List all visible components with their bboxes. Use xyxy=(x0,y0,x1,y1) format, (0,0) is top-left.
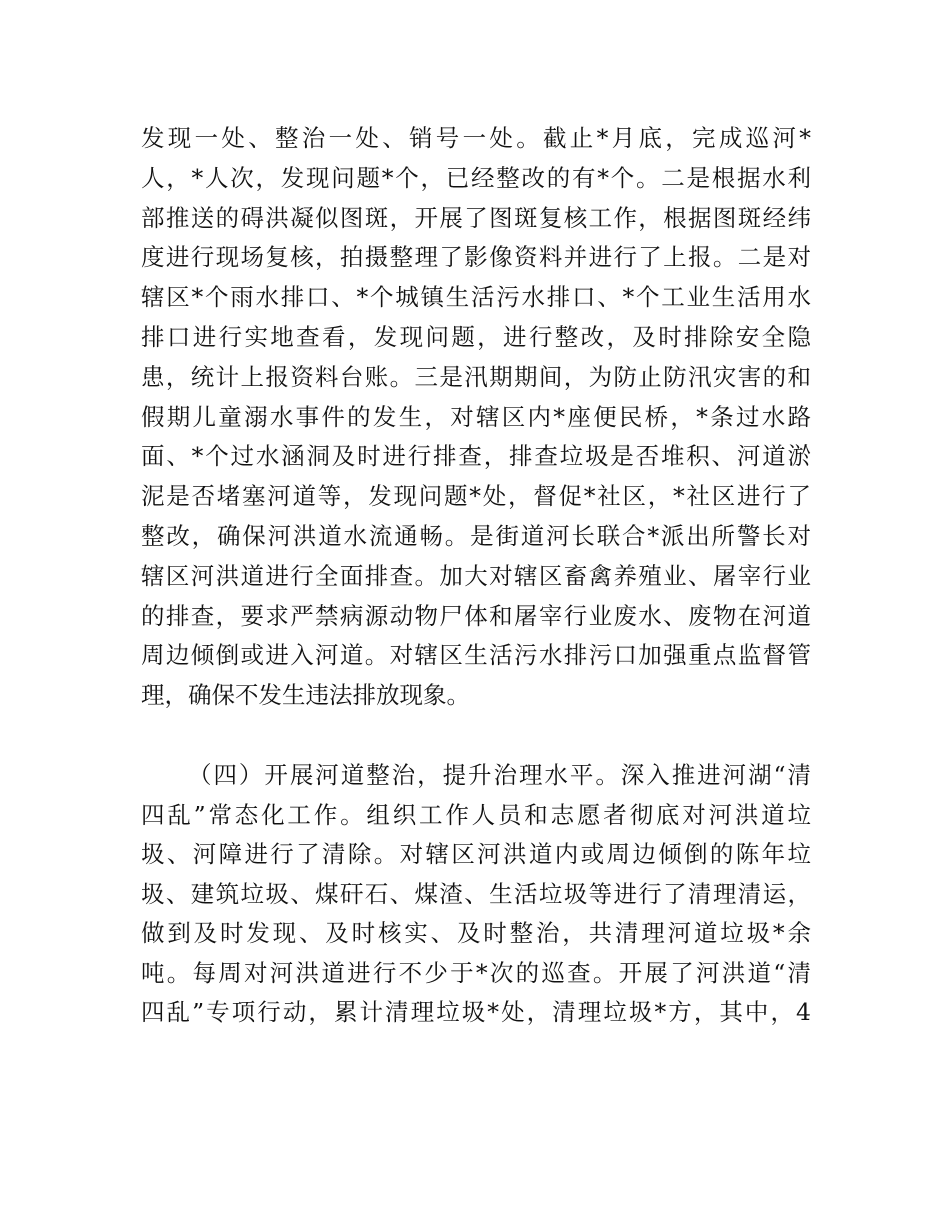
text-line: 理，确保不发生违法排放现象。 xyxy=(141,681,470,710)
text-line: 人，*人次，发现问题*个，已经整改的有*个。二是根据水利 xyxy=(141,163,811,192)
text-line: 部推送的碍洪凝似图斑，开展了图斑复核工作，根据图斑经纬 xyxy=(141,203,811,232)
text-line: 排口进行实地查看，发现问题，进行整改，及时排除安全隐 xyxy=(141,322,811,351)
text-line: 圾、河障进行了清除。对辖区河洪道内或周边倾倒的陈年垃 xyxy=(141,840,811,868)
text-line: 的排查，要求严禁病源动物尸体和屠宰行业废水、废物在河道 xyxy=(141,601,811,630)
text-line: 度进行现场复核，拍摄整理了影像资料并进行了上报。二是对 xyxy=(141,243,811,272)
text-line: 圾、建筑垃圾、煤矸石、煤渣、生活垃圾等进行了清理清运， xyxy=(141,879,811,908)
text-line: 周边倾倒或进入河道。对辖区生活污水排污口加强重点监督管 xyxy=(141,641,811,670)
text-line: 辖区河洪道进行全面排查。加大对辖区畜禽养殖业、屠宰行业 xyxy=(141,561,811,590)
text-line: 面、*个过水涵洞及时进行排查，排查垃圾是否堆积、河道淤 xyxy=(141,442,811,471)
text-line: 整改，确保河洪道水流通畅。是街道河长联合*派出所警长对 xyxy=(141,521,811,550)
paragraph-river-rectification xyxy=(141,756,811,1033)
text-line: 辖区*个雨水排口、*个城镇生活污水排口、*个工业生活用水 xyxy=(141,283,811,312)
text-line: 四乱”专项行动，累计清理垃圾*处，清理垃圾*方，其中，4 xyxy=(141,998,811,1026)
text-line: 发现一处、整治一处、销号一处。截止*月底，完成巡河* xyxy=(141,124,811,152)
paragraph-river-inspection xyxy=(141,119,811,716)
text-line: 假期儿童溺水事件的发生，对辖区内*座便民桥，*条过水路 xyxy=(141,402,811,431)
text-line: 泥是否堵塞河道等，发现问题*处，督促*社区，*社区进行了 xyxy=(141,482,811,511)
section-heading-line: （四）开展河道整治，提升治理水平。深入推进河湖“清 xyxy=(188,761,811,789)
text-line: 吨。每周对河洪道进行不少于*次的巡查。开展了河洪道“清 xyxy=(141,958,811,987)
text-line: 患，统计上报资料台账。三是汛期期间，为防止防汛灾害的和 xyxy=(141,362,811,391)
text-line: 四乱”常态化工作。组织工作人员和志愿者彻底对河洪道垃 xyxy=(141,800,811,829)
text-line: 做到及时发现、及时核实、及时整治，共清理河道垃圾*余 xyxy=(141,919,811,947)
